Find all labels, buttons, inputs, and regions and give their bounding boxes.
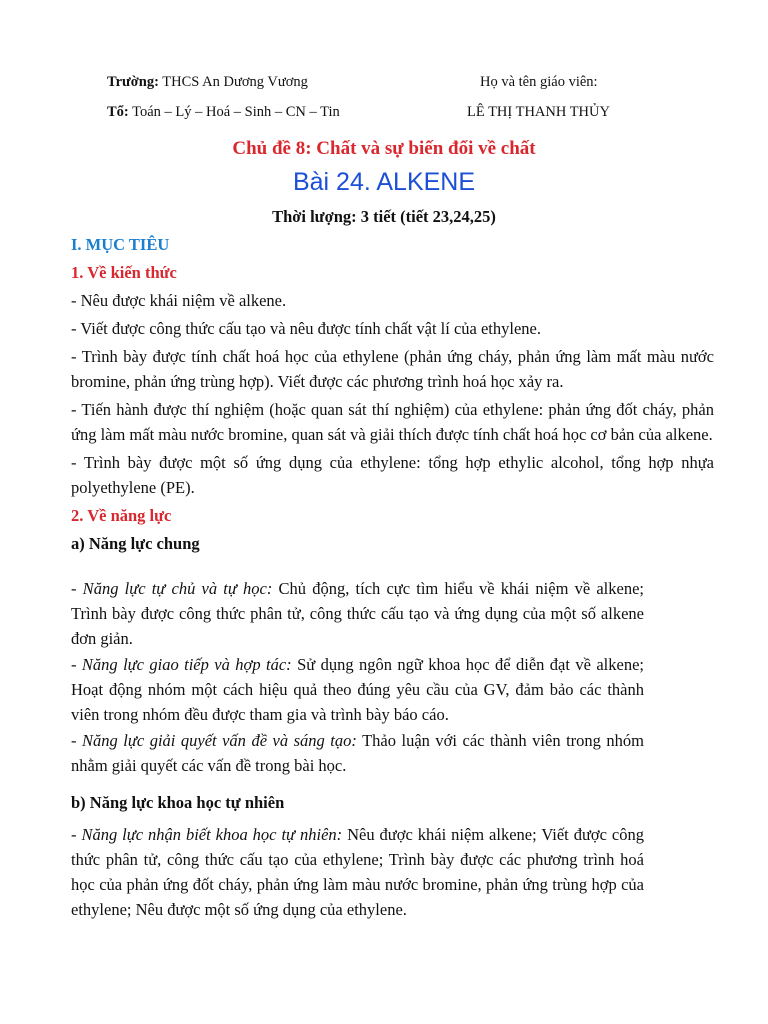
competence-lead: - Năng lực giải quyết vấn đề và sáng tạo: [71, 731, 357, 750]
duration-line: Thời lượng: 3 tiết (tiết 23,24,25) [272, 207, 496, 226]
general-competence-list [71, 576, 644, 778]
competence-lead: - Năng lực giao tiếp và hợp tác: [71, 655, 292, 674]
competence-text: Nêu được khái niệm alkene; Viết được công thức phân tử, công thức cấu tạo của ethylene; Trình bày được các phương trình hoá học của phản ứng đốt cháy, phản ứng làm màu nước bromine, phản ứng trùng hợp của ethylene; Nêu được một số ứng dụng của ethylene. [71, 825, 644, 919]
section-heading-objectives: I. MỤC TIÊU [71, 235, 170, 254]
teacher-name: LÊ THỊ THANH THỦY [467, 104, 610, 120]
subheading-competence: 2. Về năng lực [71, 506, 172, 525]
school-line [107, 73, 308, 91]
competence-text: Chủ động, tích cực tìm hiểu về khái niệm về alkene; Trình bày được công thức phân tử, công thức cấu tạo và ứng dụng của một số alkene đơn giản. [71, 579, 644, 648]
subheading-general-competence: a) Năng lực chung [71, 534, 200, 553]
school-value: THCS An Dương Vương [158, 74, 308, 90]
topic-title: Chủ đề 8: Chất và sự biến đổi về chất [232, 138, 536, 159]
teacher-label: Họ và tên giáo viên: [480, 74, 598, 90]
knowledge-item: - Nêu được khái niệm về alkene. [71, 291, 287, 310]
department-value: Toán – Lý – Hoá – Sinh – CN – Tin [128, 104, 340, 120]
general-competence-item [71, 576, 644, 651]
department-label: Tổ: [107, 104, 129, 120]
competence-lead: - Năng lực nhận biết khoa học tự nhiên: [71, 825, 343, 844]
knowledge-item: - Trình bày được một số ứng dụng của ethylene: tổng hợp ethylic alcohol, tổng hợp nhựa polyethylene (PE). [71, 453, 714, 497]
school-label: Trường: [107, 74, 159, 90]
science-competence-item [71, 822, 644, 922]
competence-lead: - Năng lực tự chủ và tự học: [71, 579, 273, 598]
competence-text: Thảo luận với các thành viên trong nhóm nhằm giải quyết các vấn đề trong bài học. [71, 731, 644, 775]
general-competence-item [71, 652, 644, 727]
knowledge-item: - Tiến hành được thí nghiệm (hoặc quan sát thí nghiệm) của ethylene: phản ứng đốt cháy, phản ứng làm mất màu nước bromine, quan sát và giải thích được tính chất hoá học cơ bản của alkene. [71, 400, 714, 444]
department-line [107, 103, 340, 121]
subheading-science-competence: b) Năng lực khoa học tự nhiên [71, 793, 285, 812]
lesson-title: Bài 24. ALKENE [292, 168, 476, 196]
subheading-knowledge: 1. Về kiến thức [71, 263, 177, 282]
knowledge-item: - Viết được công thức cấu tạo và nêu được tính chất vật lí của ethylene. [71, 319, 541, 338]
objectives-section [71, 232, 714, 559]
general-competence-item [71, 728, 644, 778]
competence-text: Sử dụng ngôn ngữ khoa học để diễn đạt về alkene; Hoạt động nhóm một cách hiệu quả theo đúng yêu cầu của GV, đảm bảo các thành viên trong nhóm đều được tham gia và trình bày báo cáo. [71, 655, 645, 724]
knowledge-item: - Trình bày được tính chất hoá học của ethylene (phản ứng cháy, phản ứng làm mất màu nước bromine, phản ứng trùng hợp). Viết được các phương trình hoá học xảy ra. [71, 347, 714, 391]
science-competence-section [71, 790, 644, 922]
